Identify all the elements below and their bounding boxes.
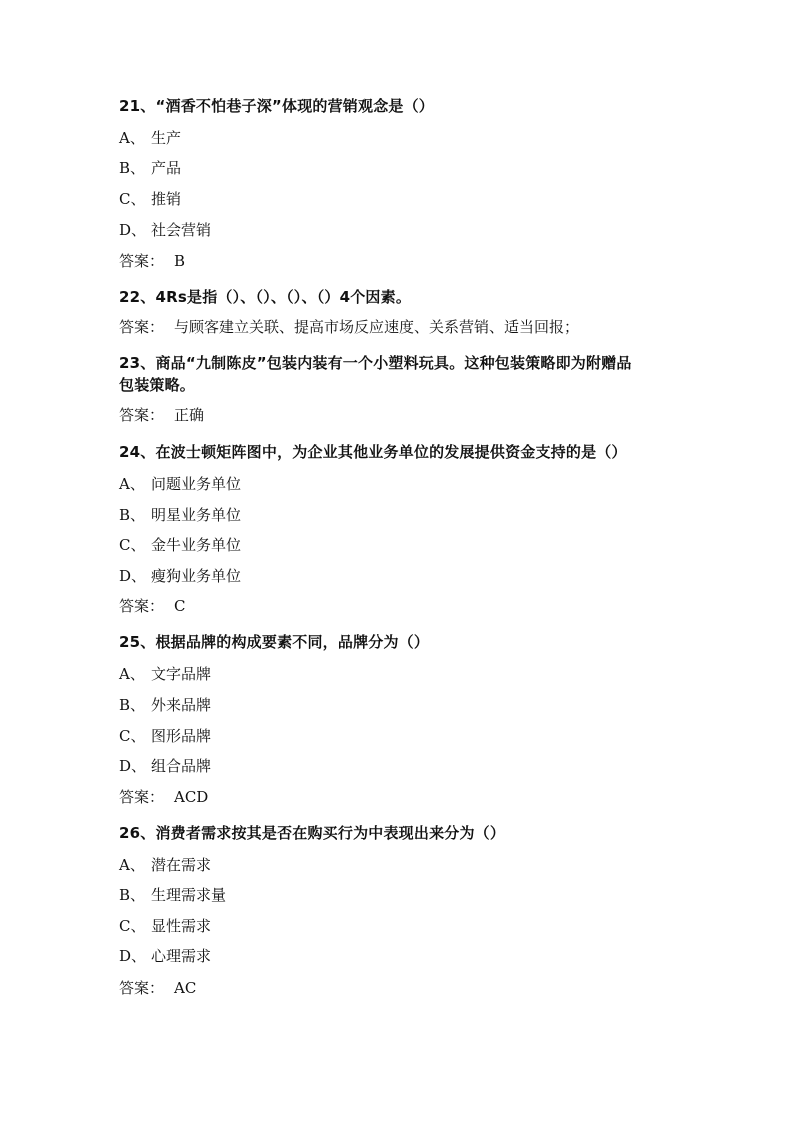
option-label: A、 [119, 475, 145, 493]
answer-label: 答案： [119, 252, 165, 270]
question-22-title: 22、4Rs是指（）、（）、（）、（）4个因素。 [119, 288, 412, 306]
question-25-option-b [119, 695, 211, 715]
question-21-option-d [119, 220, 211, 240]
answer-value: B [174, 252, 186, 270]
question-26-option-b [119, 885, 226, 905]
option-text: 明星业务单位 [151, 506, 242, 524]
question-26-option-a [119, 855, 211, 875]
option-label: C、 [119, 727, 146, 745]
option-label: C、 [119, 917, 146, 935]
question-21-answer [119, 251, 185, 271]
option-text: 组合品牌 [151, 757, 212, 775]
option-text: 心理需求 [151, 947, 212, 965]
option-text: 生理需求量 [151, 886, 227, 904]
question-24-option-b [119, 505, 241, 525]
answer-value: 与顾客建立关联、提高市场反应速度、关系营销、适当回报； [174, 318, 580, 336]
question-24-title: 24、在波士顿矩阵图中，为企业其他业务单位的发展提供资金支持的是（） [119, 443, 627, 461]
question-21-option-c [119, 189, 181, 209]
question-25-option-a [119, 664, 211, 684]
question-22-answer [119, 317, 579, 337]
question-26-title: 26、消费者需求按其是否在购买行为中表现出来分为（） [119, 824, 506, 842]
question-25-answer [119, 787, 208, 807]
answer-label: 答案： [119, 788, 165, 806]
option-label: D、 [119, 757, 147, 775]
question-23-answer [119, 405, 204, 425]
option-label: A、 [119, 665, 145, 683]
option-label: B、 [119, 506, 146, 524]
question-25-option-c [119, 726, 211, 746]
question-21-option-b [119, 158, 181, 178]
question-21-title: 21、“酒香不怕巷子深”体现的营销观念是（） [119, 97, 434, 115]
question-25-title: 25、根据品牌的构成要素不同，品牌分为（） [119, 633, 430, 651]
option-label: B、 [119, 696, 146, 714]
option-label: A、 [119, 856, 145, 874]
answer-value: C [174, 597, 186, 615]
answer-value: ACD [174, 788, 209, 806]
option-label: C、 [119, 536, 146, 554]
answer-label: 答案： [119, 979, 165, 997]
option-text: 产品 [151, 159, 182, 177]
answer-label: 答案： [119, 406, 165, 424]
question-23-title-line-2: 包装策略。 [119, 376, 196, 394]
option-label: B、 [119, 886, 146, 904]
question-26-option-d [119, 946, 211, 966]
option-text: 推销 [151, 190, 182, 208]
question-26-answer [119, 978, 196, 998]
question-25-option-d [119, 756, 211, 776]
option-label: D、 [119, 947, 147, 965]
option-text: 金牛业务单位 [151, 536, 242, 554]
question-24-option-d [119, 566, 241, 586]
option-text: 潜在需求 [151, 856, 212, 874]
question-24-answer [119, 596, 185, 616]
answer-value: 正确 [174, 406, 205, 424]
option-label: D、 [119, 221, 147, 239]
question-24-option-c [119, 535, 241, 555]
option-text: 社会营销 [151, 221, 212, 239]
answer-label: 答案： [119, 597, 165, 615]
option-text: 外来品牌 [151, 696, 212, 714]
answer-label: 答案： [119, 318, 165, 336]
option-text: 图形品牌 [151, 727, 212, 745]
question-21-option-a [119, 128, 181, 148]
option-text: 文字品牌 [151, 665, 212, 683]
answer-value: AC [174, 979, 197, 997]
option-text: 瘦狗业务单位 [151, 567, 242, 585]
question-23-title-line-1: 23、商品“九制陈皮”包装内装有一个小塑料玩具。这种包装策略即为附赠品 [119, 354, 632, 372]
option-label: C、 [119, 190, 146, 208]
option-text: 生产 [151, 129, 182, 147]
question-24-option-a [119, 474, 241, 494]
option-label: A、 [119, 129, 145, 147]
question-26-option-c [119, 916, 211, 936]
option-text: 问题业务单位 [151, 475, 242, 493]
option-text: 显性需求 [151, 917, 212, 935]
option-label: B、 [119, 159, 146, 177]
option-label: D、 [119, 567, 147, 585]
